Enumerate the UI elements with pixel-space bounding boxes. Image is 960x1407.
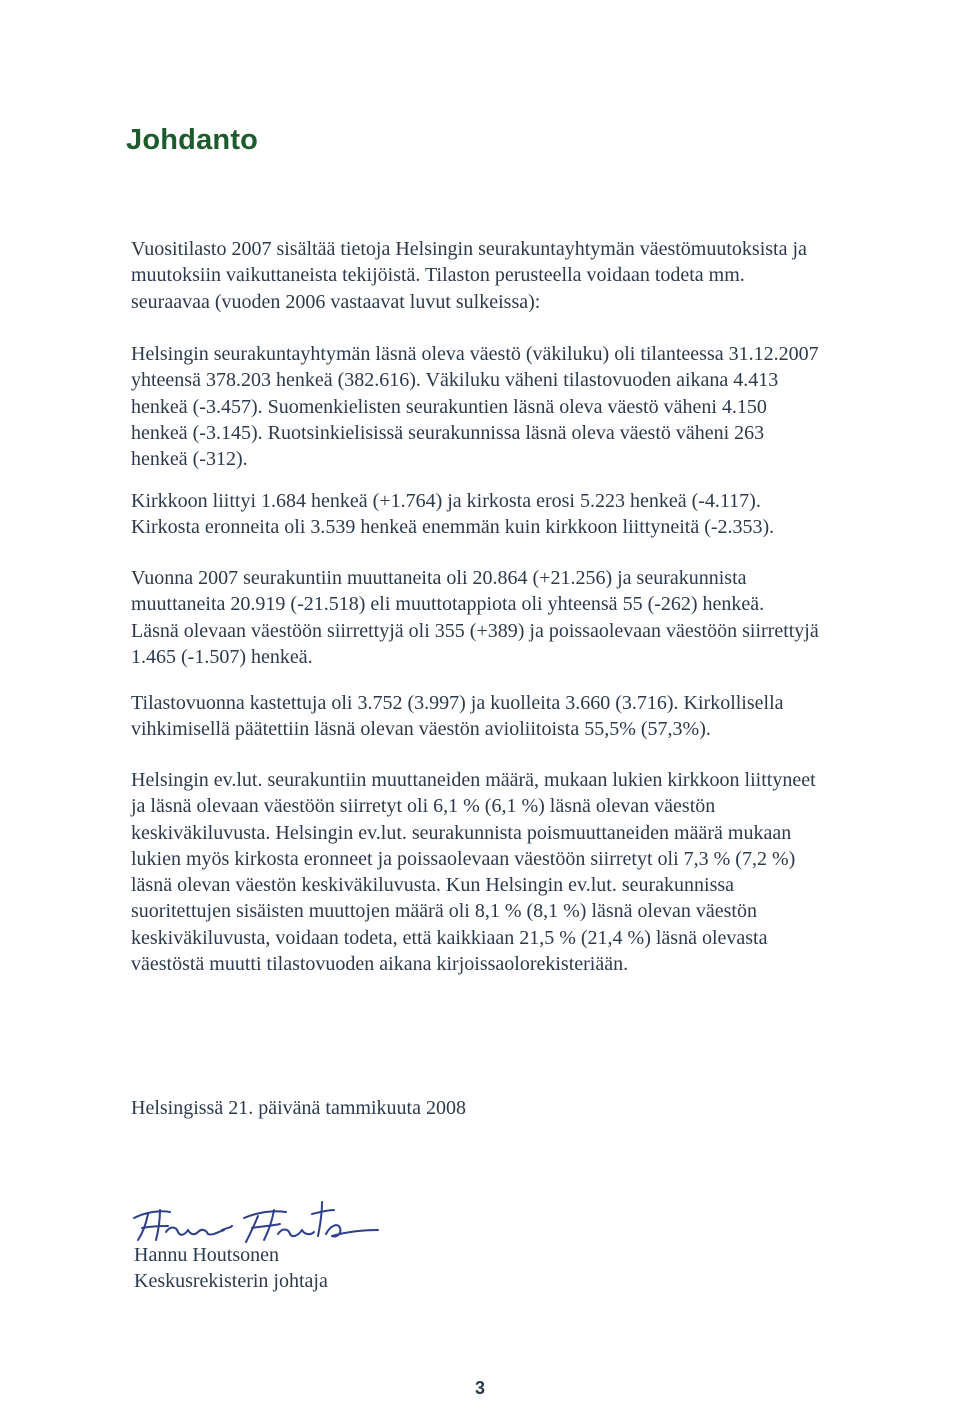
text-line: Helsingin ev.lut. seurakuntiin muuttaneiden määrä, mukaan lukien kirkkoon liittyneet	[131, 769, 816, 791]
text-line: henkeä (-3.457). Suomenkielisten seurakuntien läsnä oleva väestö väheni 4.150	[131, 395, 767, 418]
text-line: keskiväkiluvusta, voidaan todeta, että kaikkiaan 21,5 % (21,4 %) läsnä olevasta	[131, 926, 768, 949]
handwritten-signature	[126, 1188, 396, 1250]
text-line: Helsingin seurakuntayhtymän läsnä oleva väestö (väkiluku) oli tilanteessa 31.12.2007	[131, 343, 819, 365]
text-line: Kirkosta eronneita oli 3.539 henkeä enemmän kuin kirkkoon liittyneitä (-2.353).	[131, 516, 775, 539]
text-line: muutoksiin vaikuttaneista tekijöistä. Tilaston perusteella voidaan todeta mm.	[131, 264, 745, 287]
text-line: Läsnä olevaan väestöön siirrettyjä oli 355 (+389) ja poissaolevaan väestöön siirrettyjä	[131, 619, 819, 642]
signer-name: Hannu Houtsonen	[134, 1244, 279, 1266]
migration-paragraph	[131, 565, 911, 670]
text-line: Tilastovuonna kastettuja oli 3.752 (3.997) ja kuolleita 3.660 (3.716). Kirkollisella	[131, 692, 784, 714]
text-line: lukien myös kirkosta eronneet ja poissaolevaan väestöön siirretyt oli 7,3 % (7,2 %)	[131, 847, 796, 870]
page-number: 3	[474, 1378, 485, 1398]
text-line: vihkimisellä päätettiin läsnä olevan väestön avioliitoista 55,5% (57,3%).	[131, 718, 711, 741]
text-line: ja läsnä olevaan väestöön siirretyt oli 6,1 % (6,1 %) läsnä olevan väestön	[131, 795, 716, 818]
text-line: henkeä (-312).	[131, 448, 248, 471]
text-line: 1.465 (-1.507) henkeä.	[131, 645, 313, 668]
population-paragraph	[131, 341, 911, 472]
signer-title: Keskusrekisterin johtaja	[134, 1270, 328, 1292]
membership-paragraph	[131, 488, 911, 541]
page-title: Johdanto	[126, 124, 259, 156]
percentages-paragraph	[131, 767, 911, 977]
text-line: henkeä (-3.145). Ruotsinkielisissä seurakunnissa läsnä oleva väestö väheni 263	[131, 421, 765, 444]
text-line: Vuositilasto 2007 sisältää tietoja Helsingin seurakuntayhtymän väestömuutoksista ja	[131, 238, 807, 260]
text-line: seuraavaa (vuoden 2006 vastaavat luvut sulkeissa):	[131, 290, 541, 313]
intro-paragraph	[131, 236, 911, 315]
baptisms-paragraph	[131, 690, 911, 743]
text-line: Kirkkoon liittyi 1.684 henkeä (+1.764) ja kirkosta erosi 5.223 henkeä (-4.117).	[131, 490, 761, 512]
text-line: väestöstä muutti tilastovuoden aikana kirjoissaolorekisteriään.	[131, 953, 629, 976]
text-line: yhteensä 378.203 henkeä (382.616). Väkiluku väheni tilastovuoden aikana 4.413	[131, 369, 779, 392]
text-line: Helsingissä 21. päivänä tammikuuta 2008	[131, 1097, 466, 1119]
text-line: keskiväkiluvusta. Helsingin ev.lut. seurakunnista poismuuttaneiden määrä mukaan	[131, 821, 792, 844]
text-line: muuttaneita 20.919 (-21.518) eli muuttotappiota oli yhteensä 55 (-262) henkeä.	[131, 593, 765, 616]
text-line: läsnä olevan väestön keskiväkiluvusta. Kun Helsingin ev.lut. seurakunnissa	[131, 874, 735, 897]
text-line: suoritettujen sisäisten muuttojen määrä oli 8,1 % (8,1 %) läsnä olevan väestön	[131, 900, 757, 923]
place-date	[131, 1095, 911, 1121]
text-line: Vuonna 2007 seurakuntiin muuttaneita oli 20.864 (+21.256) ja seurakunnista	[131, 567, 747, 589]
